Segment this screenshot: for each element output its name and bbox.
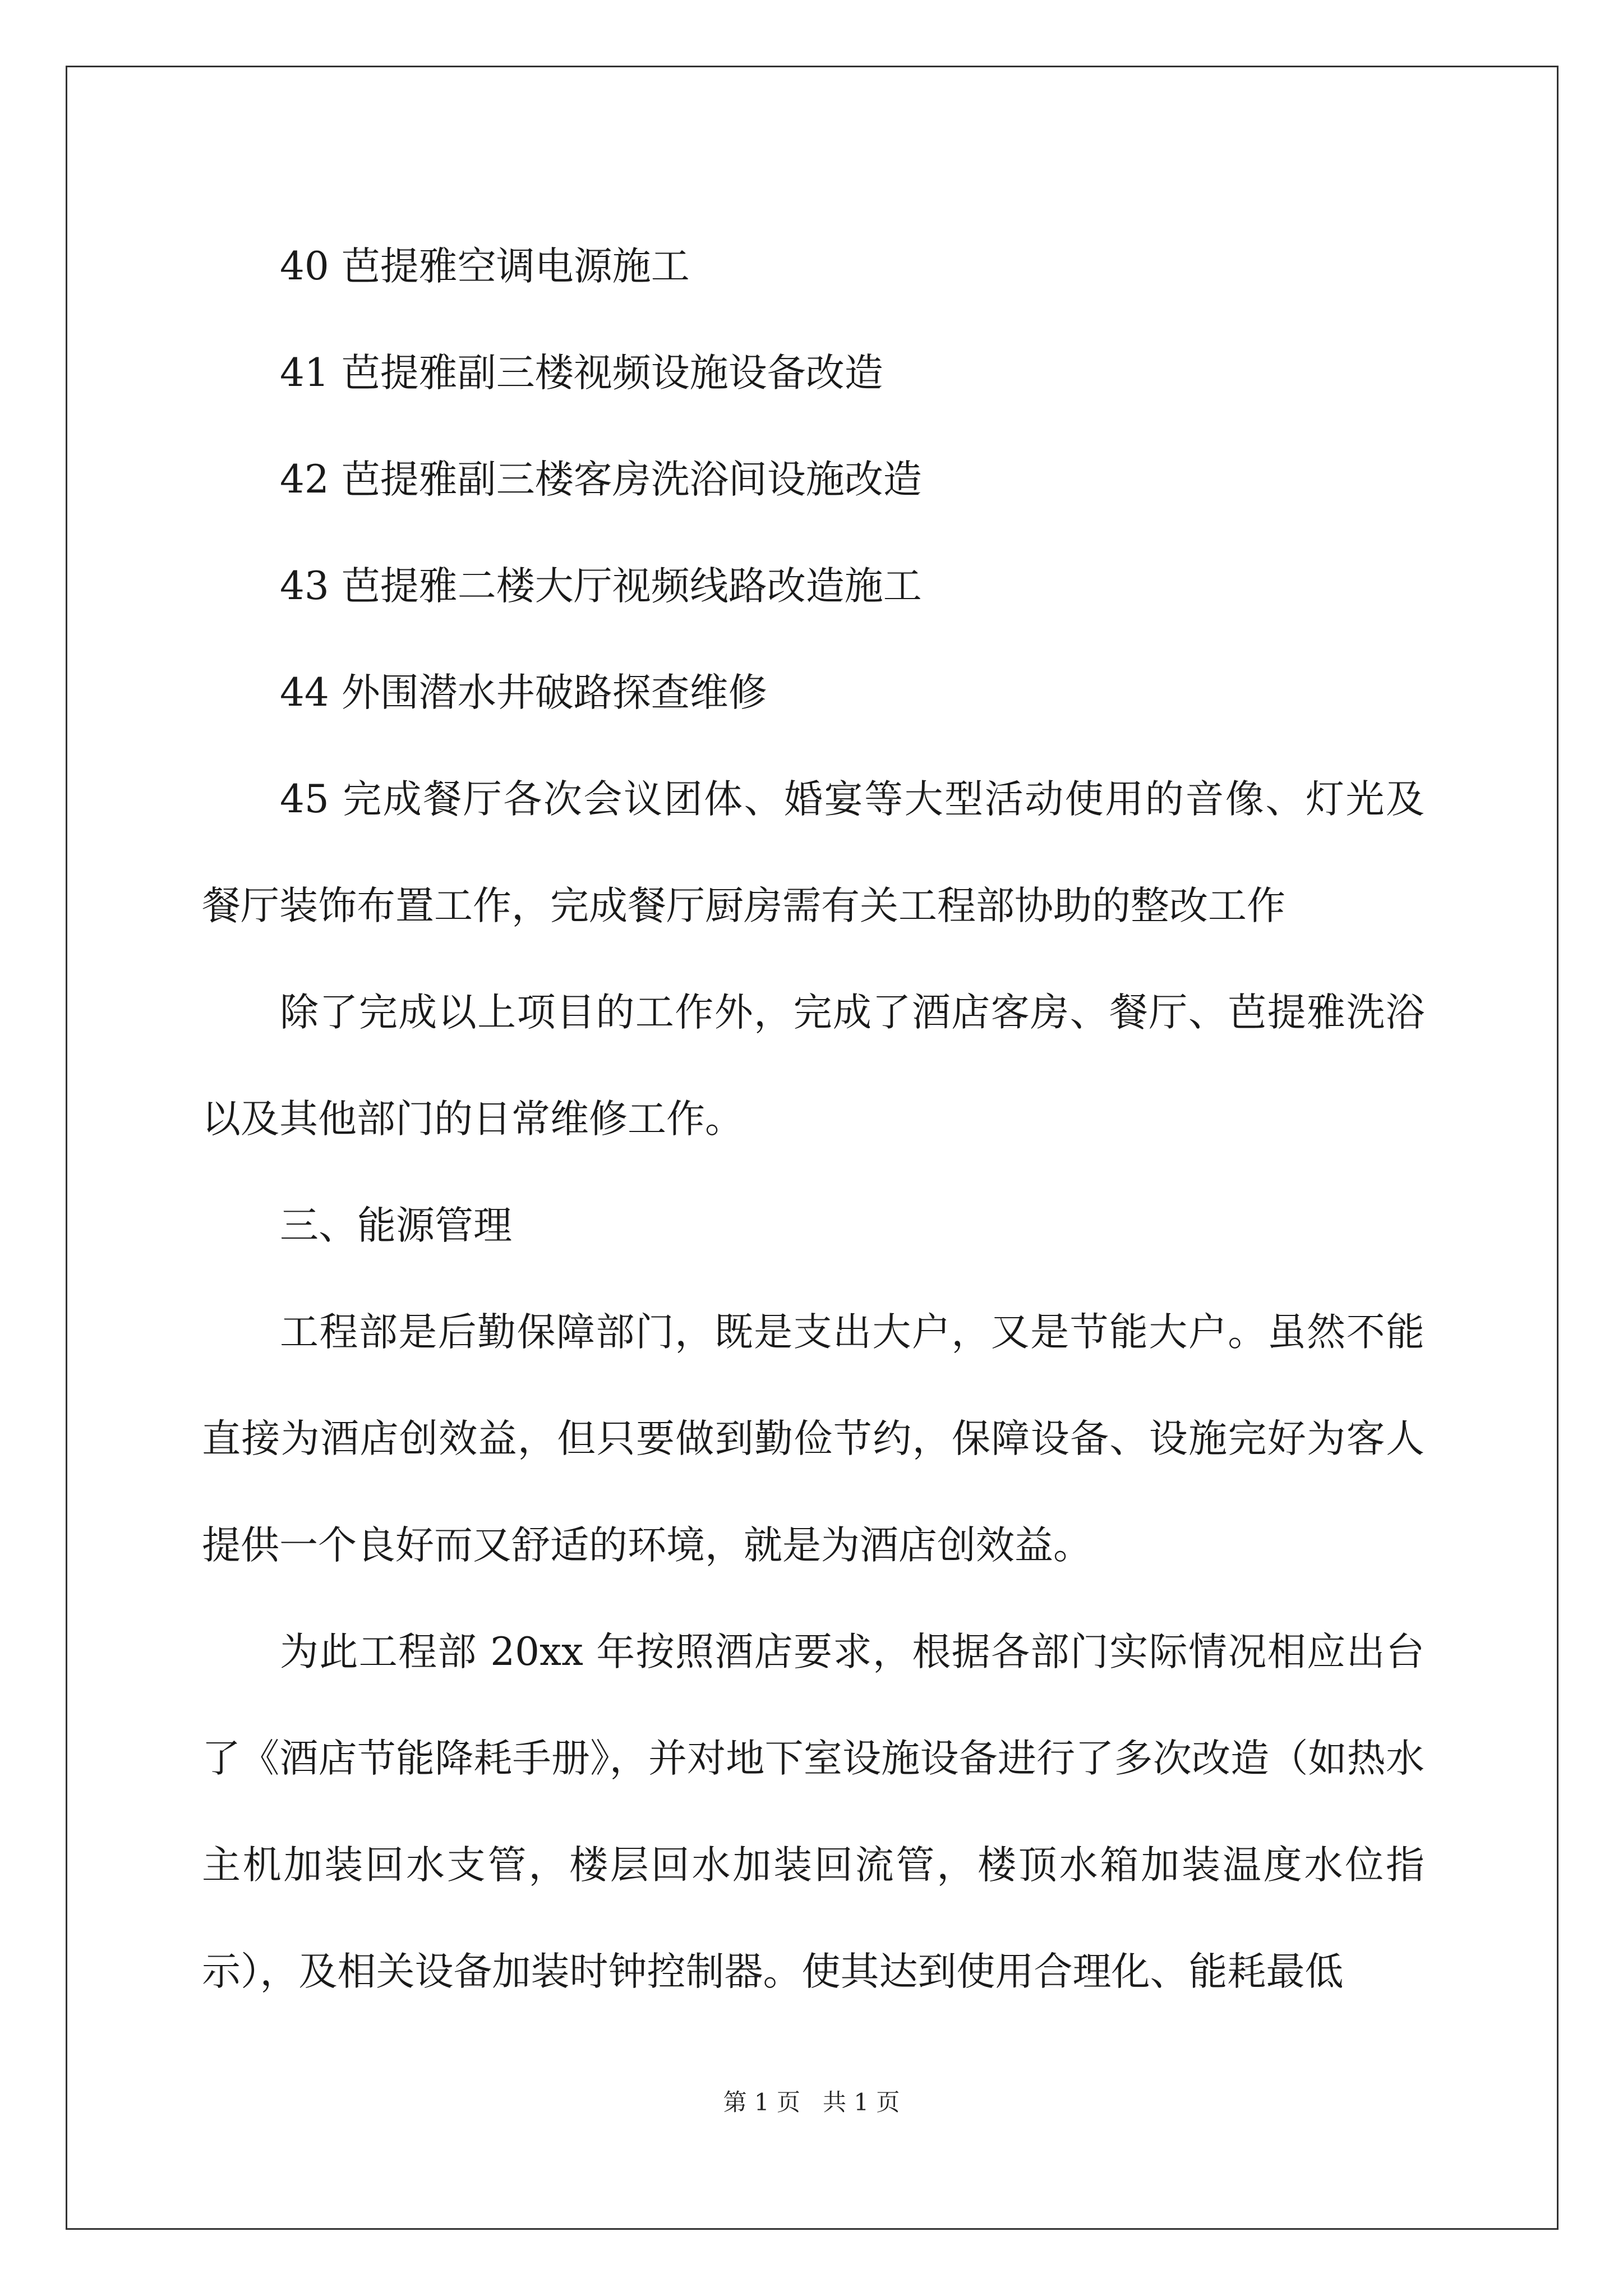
paragraph: 除了完成以上项目的工作外，完成了酒店客房、餐厅、芭提雅洗浴以及其他部门的日常维修工作。 bbox=[202, 990, 1424, 1142]
page-total: 共 1 页 bbox=[823, 2088, 900, 2116]
document-body bbox=[202, 213, 1424, 2025]
page-number: 第 1 页 bbox=[723, 2088, 800, 2116]
list-item: 41 芭提雅副三楼视频设施设备改造 bbox=[280, 351, 883, 395]
list-item: 43 芭提雅二楼大厅视频线路改造施工 bbox=[280, 564, 922, 609]
paragraph: 45 完成餐厅各次会议团体、婚宴等大型活动使用的音像、灯光及餐厅装饰布置工作，完成餐厅厨房需有关工程部协助的整改工作 bbox=[202, 777, 1424, 928]
section-heading: 三、能源管理 bbox=[280, 1203, 512, 1248]
list-item: 40 芭提雅空调电源施工 bbox=[280, 244, 690, 289]
paragraph: 工程部是后勤保障部门，既是支出大户，又是节能大户。虽然不能直接为酒店创效益，但只要做到勤俭节约，保障设备、设施完好为客人提供一个良好而又舒适的环境，就是为酒店创效益。 bbox=[202, 1310, 1424, 1568]
page-footer bbox=[0, 2084, 1623, 2118]
paragraph: 为此工程部 20xx 年按照酒店要求，根据各部门实际情况相应出台了《酒店节能降耗手册》，并对地下室设施设备进行了多次改造（如热水主机加装回水支管，楼层回水加装回流管，楼顶水箱加装温度水位指示），及相关设备加装时钟控制器。使其达到使用合理化、能耗最低 bbox=[202, 1630, 1424, 1994]
list-item: 44 外围潜水井破路探查维修 bbox=[280, 670, 767, 715]
list-item: 42 芭提雅副三楼客房洗浴间设施改造 bbox=[280, 457, 922, 502]
